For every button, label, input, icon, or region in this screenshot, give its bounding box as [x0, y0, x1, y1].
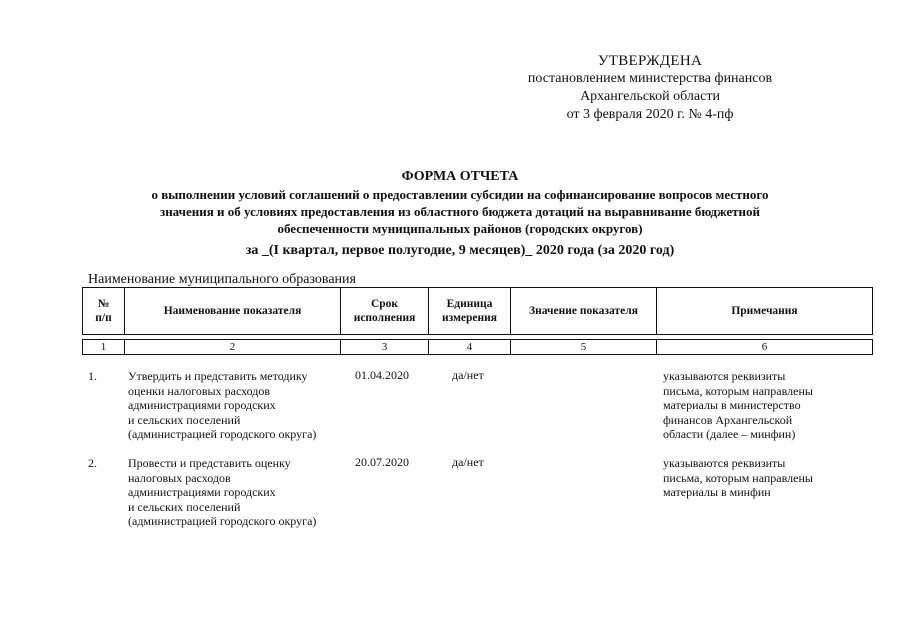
header-unit: Единица измерения	[429, 288, 511, 335]
municipality-row	[88, 272, 389, 288]
approval-line: постановлением министерства финансов	[527, 71, 773, 86]
column-number: 1	[83, 340, 125, 355]
form-title-line: значения и об условиях предоставления из областного бюджета дотаций на выравнивание бюджетной	[159, 204, 761, 219]
header-note: Примечания	[657, 288, 873, 335]
row-2-term: 20.07.2020	[355, 455, 409, 469]
report-table-header	[82, 287, 873, 355]
form-title-main: ФОРМА ОТЧЕТА	[401, 169, 519, 184]
column-number: 6	[657, 340, 873, 355]
row-1-note: указываются реквизиты письма, которым направлены материалы в министерство финансов Архангельской области (далее – минфин)	[663, 369, 813, 441]
column-number: 4	[429, 340, 511, 355]
row-2-name: Провести и представить оценку налоговых расходов администрациями городских и сельских поселений (администрацией городского округа)	[128, 456, 317, 528]
row-1-unit: да/нет	[452, 368, 484, 382]
row-2-note: указываются реквизиты письма, которым направлены материалы в минфин	[663, 456, 813, 499]
row-1-name: Утвердить и представить методику оценки налоговых расходов администрациями городских и сельских поселений (администрацией городского округа)	[128, 369, 317, 441]
municipality-label: Наименование муниципального образования	[88, 272, 356, 287]
approval-line: Архангельской области	[580, 89, 720, 104]
row-2-num: 2.	[88, 456, 97, 470]
approval-line: от 3 февраля 2020 г. № 4-пф	[566, 107, 734, 122]
approval-stamp	[440, 52, 860, 124]
column-number: 5	[511, 340, 657, 355]
municipality-field[interactable]	[359, 273, 389, 288]
approval-heading: УТВЕРЖДЕНА	[597, 53, 703, 69]
row-1-num: 1.	[88, 369, 97, 383]
header-num: № п/п	[83, 288, 125, 335]
header-term: Срок исполнения	[341, 288, 429, 335]
column-number: 2	[125, 340, 341, 355]
row-1-term: 01.04.2020	[355, 368, 409, 382]
form-title	[60, 168, 860, 260]
header-name: Наименование показателя	[125, 288, 341, 335]
form-period: за _(I квартал, первое полугодие, 9 месяцев)_ 2020 года (за 2020 год)	[245, 243, 675, 258]
row-2-unit: да/нет	[452, 455, 484, 469]
form-title-line: обеспеченности муниципальных районов (городских округов)	[277, 221, 643, 236]
header-value: Значение показателя	[511, 288, 657, 335]
column-number: 3	[341, 340, 429, 355]
form-title-line: о выполнении условий соглашений о предоставлении субсидии на софинансирование вопросов местного	[151, 187, 769, 202]
column-numbers-row	[83, 340, 873, 355]
